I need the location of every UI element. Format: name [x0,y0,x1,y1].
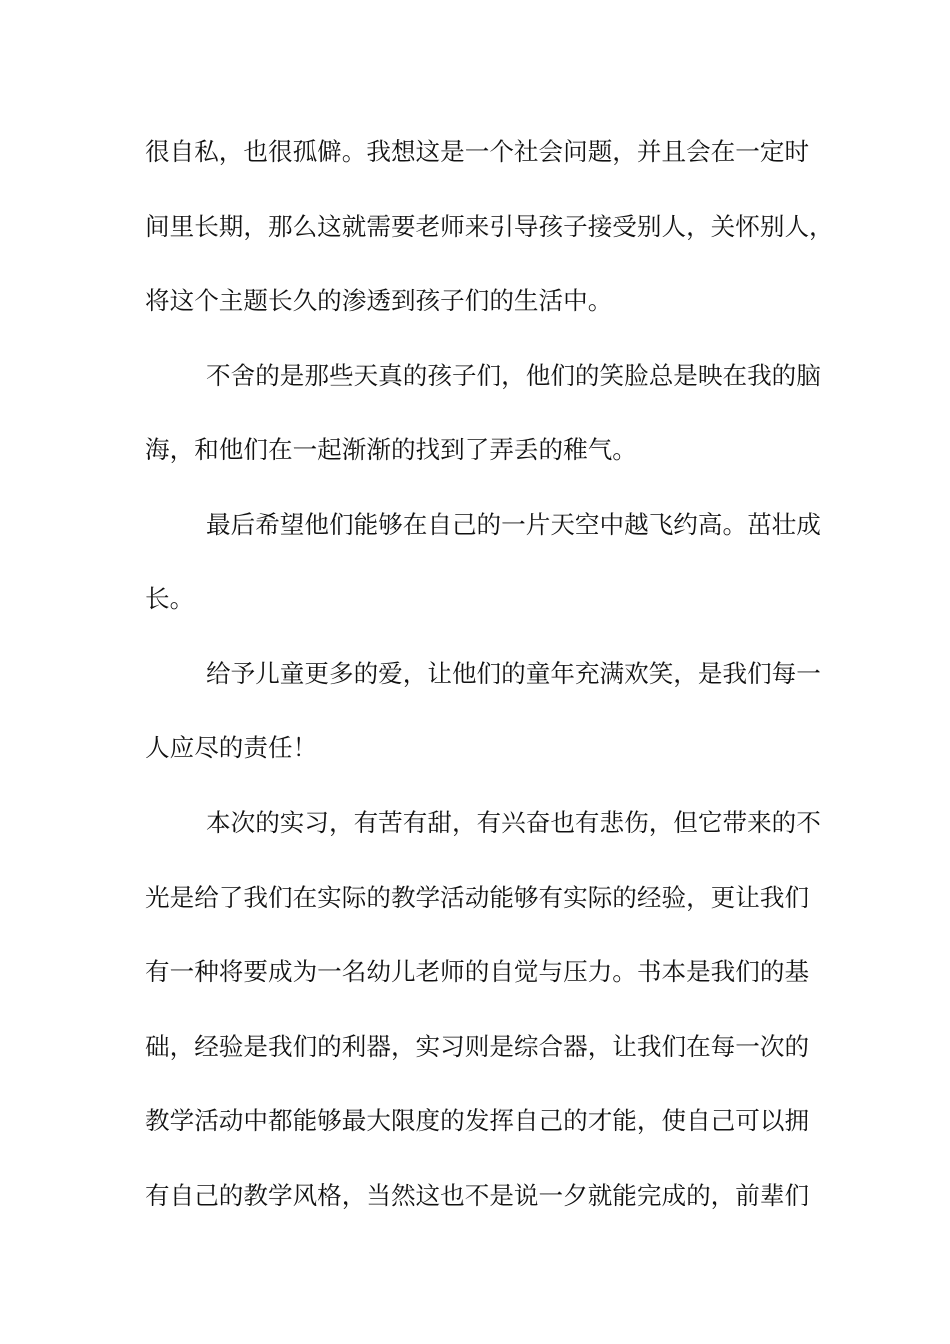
paragraph-first-line: 最后希望他们能够在自己的一片天空中越飞约高。茁壮成 [206,510,821,539]
paragraph-first-line: 本次的实习，有苦有甜，有兴奋也有悲伤，但它带来的不 [206,808,821,837]
text-line: 长。 [145,584,195,613]
text-line: 海，和他们在一起渐渐的找到了弄丢的稚气。 [145,435,637,464]
paragraph-first-line: 给予儿童更多的爱，让他们的童年充满欢笑，是我们每一 [206,659,821,688]
text-line: 有一种将要成为一名幼儿老师的自觉与压力。书本是我们的基 [145,957,810,986]
text-line: 础，经验是我们的利器，实习则是综合器，让我们在每一次的 [145,1032,810,1061]
text-line: 光是给了我们在实际的教学活动能够有实际的经验，更让我们 [145,883,810,912]
text-line: 有自己的教学风格，当然这也不是说一夕就能完成的，前辈们 [145,1181,810,1210]
text-line: 人应尽的责任！ [145,733,318,762]
text-line: 很自私，也很孤僻。我想这是一个社会问题，并且会在一定时 [145,137,810,166]
text-line: 间里长期，那么这就需要老师来引导孩子接受别人，关怀别人， [145,212,834,241]
text-line: 教学活动中都能够最大限度的发挥自己的才能，使自己可以拥 [145,1106,810,1135]
paragraph-first-line: 不舍的是那些天真的孩子们，他们的笑脸总是映在我的脑 [206,361,821,390]
text-line: 将这个主题长久的渗透到孩子们的生活中。 [145,286,613,315]
